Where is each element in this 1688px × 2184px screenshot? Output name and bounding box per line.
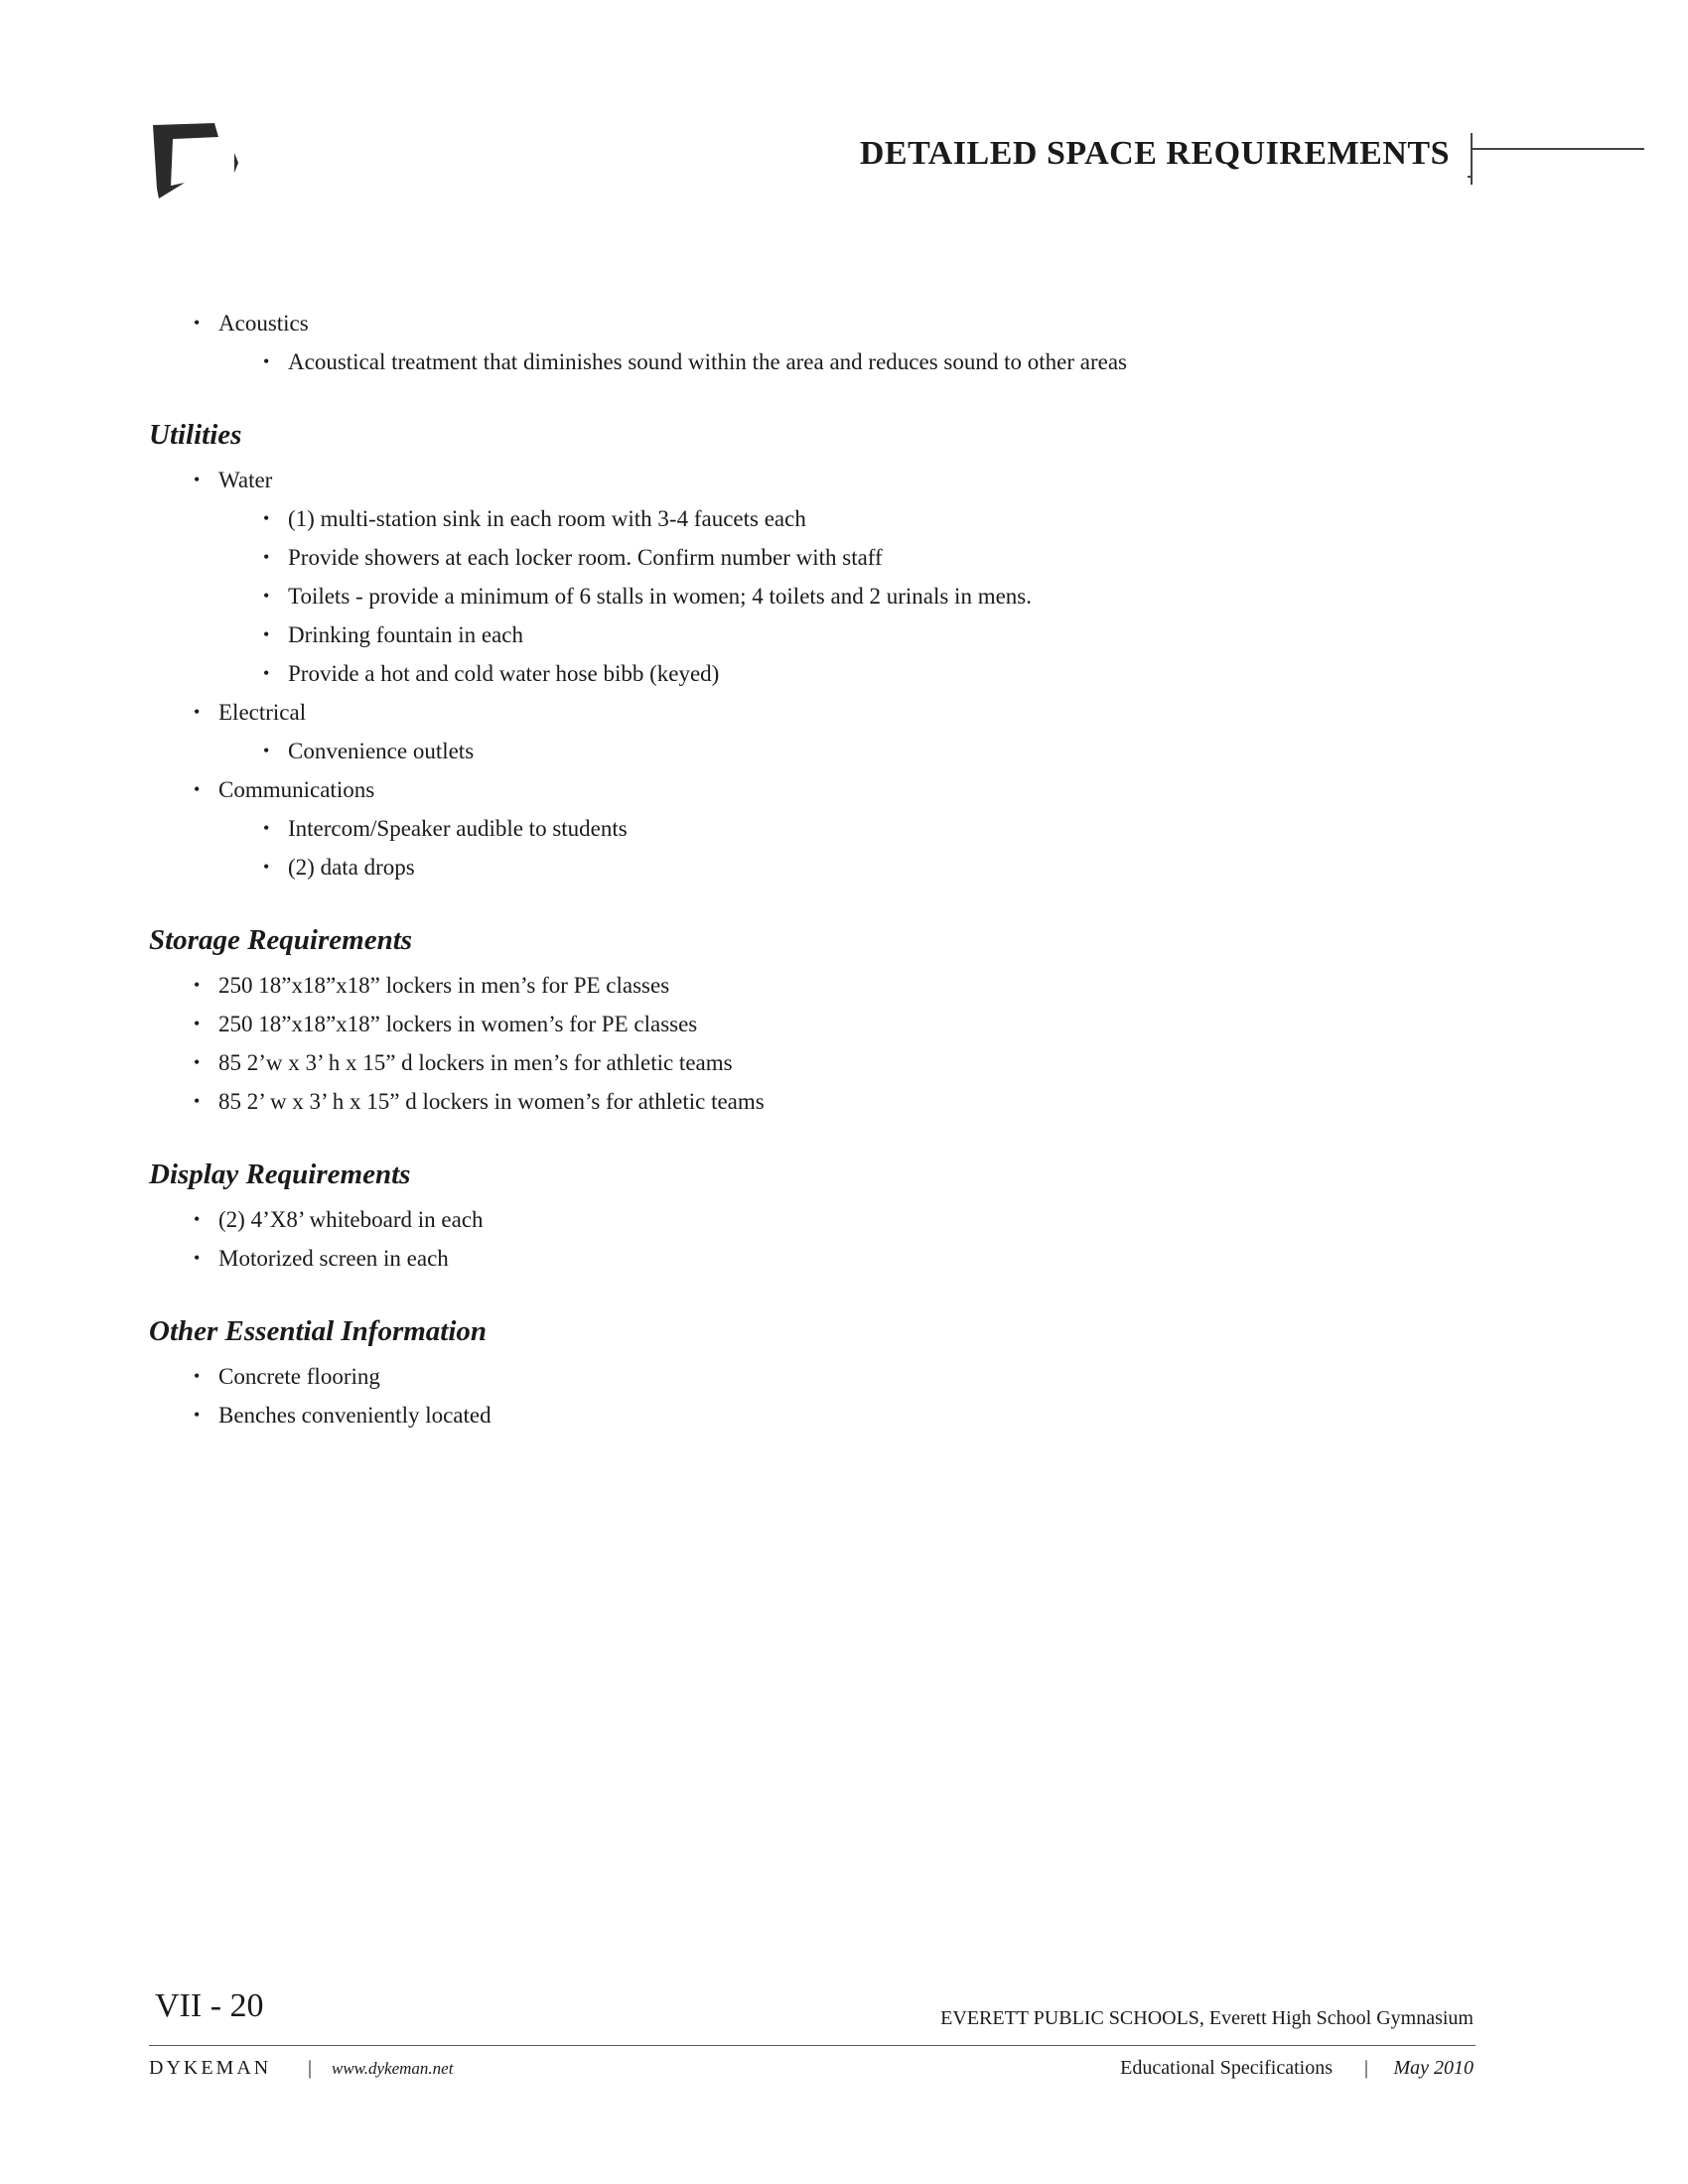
display-section bbox=[149, 1155, 1519, 1278]
footer-date: May 2010 bbox=[1393, 2057, 1474, 2079]
list-item: • 85 2’ w x 3’ h x 15” d lockers in women’s for athletic teams bbox=[149, 1082, 1519, 1121]
section-heading: Display Requirements bbox=[149, 1159, 411, 1190]
list-item bbox=[149, 770, 1519, 887]
corner-bracket-icon bbox=[145, 117, 244, 206]
footer-doc-type: Educational Specifications bbox=[1120, 2057, 1333, 2079]
list-subitem: • Provide a hot and cold water hose bibb (keyed) bbox=[218, 654, 1519, 693]
footer-client: EVERETT PUBLIC SCHOOLS, Everett High School Gymnasium bbox=[940, 2007, 1474, 2029]
page-title: DETAILED SPACE REQUIREMENTS bbox=[859, 135, 1450, 172]
list-subitem: • Provide showers at each locker room. Confirm number with staff bbox=[218, 538, 1519, 577]
section-heading: Storage Requirements bbox=[149, 924, 413, 956]
list-item-label: Acoustics bbox=[218, 311, 309, 336]
list-subitem: • Acoustical treatment that diminishes sound within the area and reduces sound to other areas bbox=[218, 342, 1519, 381]
list-subitem: • Intercom/Speaker audible to students bbox=[218, 809, 1519, 848]
list-item-label: Communications bbox=[218, 777, 375, 802]
acoustics-section bbox=[149, 304, 1519, 381]
document-body bbox=[149, 304, 1519, 1434]
footer-divider bbox=[149, 2045, 1476, 2046]
list-item: • 85 2’w x 3’ h x 15” d lockers in men’s for athletic teams bbox=[149, 1043, 1519, 1082]
footer-separator: | bbox=[308, 2057, 313, 2079]
list-subitem: • Convenience outlets bbox=[218, 732, 1519, 770]
footer-separator: | bbox=[1363, 2057, 1368, 2079]
list-subitem: • (1) multi-station sink in each room with 3-4 faucets each bbox=[218, 499, 1519, 538]
section-heading: Utilities bbox=[149, 419, 242, 451]
footer-url: www.dykeman.net bbox=[332, 2059, 454, 2078]
list-item-label: Electrical bbox=[218, 700, 307, 725]
list-item: • 250 18”x18”x18” lockers in women’s for PE classes bbox=[149, 1005, 1519, 1043]
list-item bbox=[149, 693, 1519, 770]
storage-section bbox=[149, 920, 1519, 1121]
other-section bbox=[149, 1311, 1519, 1434]
header-rule-mark bbox=[1468, 129, 1646, 189]
utilities-section bbox=[149, 415, 1519, 887]
list-item-label: Water bbox=[218, 468, 273, 492]
list-item bbox=[149, 304, 1519, 381]
list-item: • Benches conveniently located bbox=[149, 1396, 1519, 1434]
list-item: • Motorized screen in each bbox=[149, 1239, 1519, 1278]
page-number: VII - 20 bbox=[155, 1987, 264, 2024]
section-heading: Other Essential Information bbox=[149, 1315, 488, 1347]
list-subitem: • Drinking fountain in each bbox=[218, 615, 1519, 654]
list-item: • 250 18”x18”x18” lockers in men’s for PE classes bbox=[149, 966, 1519, 1005]
list-item: • Concrete flooring bbox=[149, 1357, 1519, 1396]
list-item bbox=[149, 461, 1519, 693]
list-item: • (2) 4’X8’ whiteboard in each bbox=[149, 1200, 1519, 1239]
footer-brand: DYKEMAN bbox=[149, 2057, 272, 2079]
list-subitem: • Toilets - provide a minimum of 6 stalls in women; 4 toilets and 2 urinals in mens. bbox=[218, 577, 1519, 615]
list-subitem: • (2) data drops bbox=[218, 848, 1519, 887]
